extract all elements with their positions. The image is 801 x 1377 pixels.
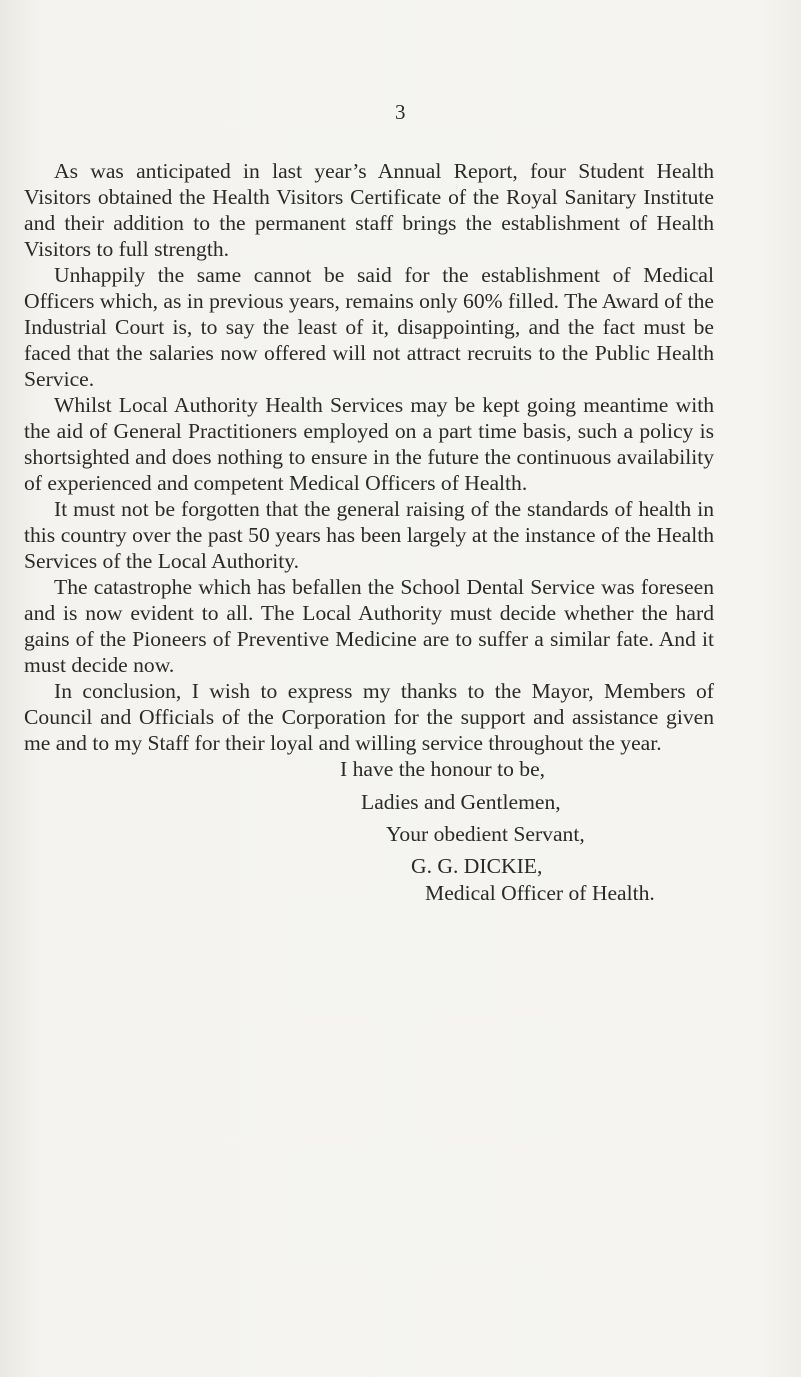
paragraph-health-visitors: As was anticipated in last year’s Annual Report, four Student Health Visitors obtained the Health Visitors Certificate of the Royal Sanitary Institute and their addition to the permanent staff brings the establishment of Health Visitors to full strength. (24, 159, 714, 261)
paragraph-conclusion: In conclusion, I wish to express my thanks to the Mayor, Members of Council and Officials of the Corporation for the support and assistance given me and to my Staff for their loyal and willing service throughout the year. (24, 679, 714, 755)
closing-honour: I have the honour to be, (340, 757, 546, 781)
page-number: 3 (395, 100, 406, 124)
paragraph-dental-service: The catastrophe which has befallen the School Dental Service was foreseen and is now evident to all. The Local Authority must decide whether the hard gains of the Pioneers of Preventive Medicine are to suffer a similar fate. And it must decide now. (24, 575, 714, 677)
paragraph-standards-of-health: It must not be forgotten that the general raising of the standards of health in this country over the past 50 years has been largely at the instance of the Health Services of the Local Authority. (24, 497, 714, 573)
closing-servant: Your obedient Servant, (386, 822, 585, 846)
signatory-name: G. G. DICKIE, (411, 854, 543, 878)
closing-salutation: Ladies and Gentlemen, (361, 790, 561, 814)
paragraph-medical-officers: Unhappily the same cannot be said for the establishment of Medical Officers which, as in previous years, remains only 60% filled. The Award of the Industrial Court is, to say the least of it, disappointing, and the fact must be faced that the salaries now offered will not attract recruits to the Public Health Service. (24, 263, 714, 391)
paragraph-general-practitioners: Whilst Local Authority Health Services may be kept going meantime with the aid of General Practitioners employed on a part time basis, such a policy is shortsighted and does nothing to ensure in the future the continuous availability of experienced and competent Medical Officers of Health. (24, 393, 714, 495)
signatory-title: Medical Officer of Health. (425, 881, 655, 905)
